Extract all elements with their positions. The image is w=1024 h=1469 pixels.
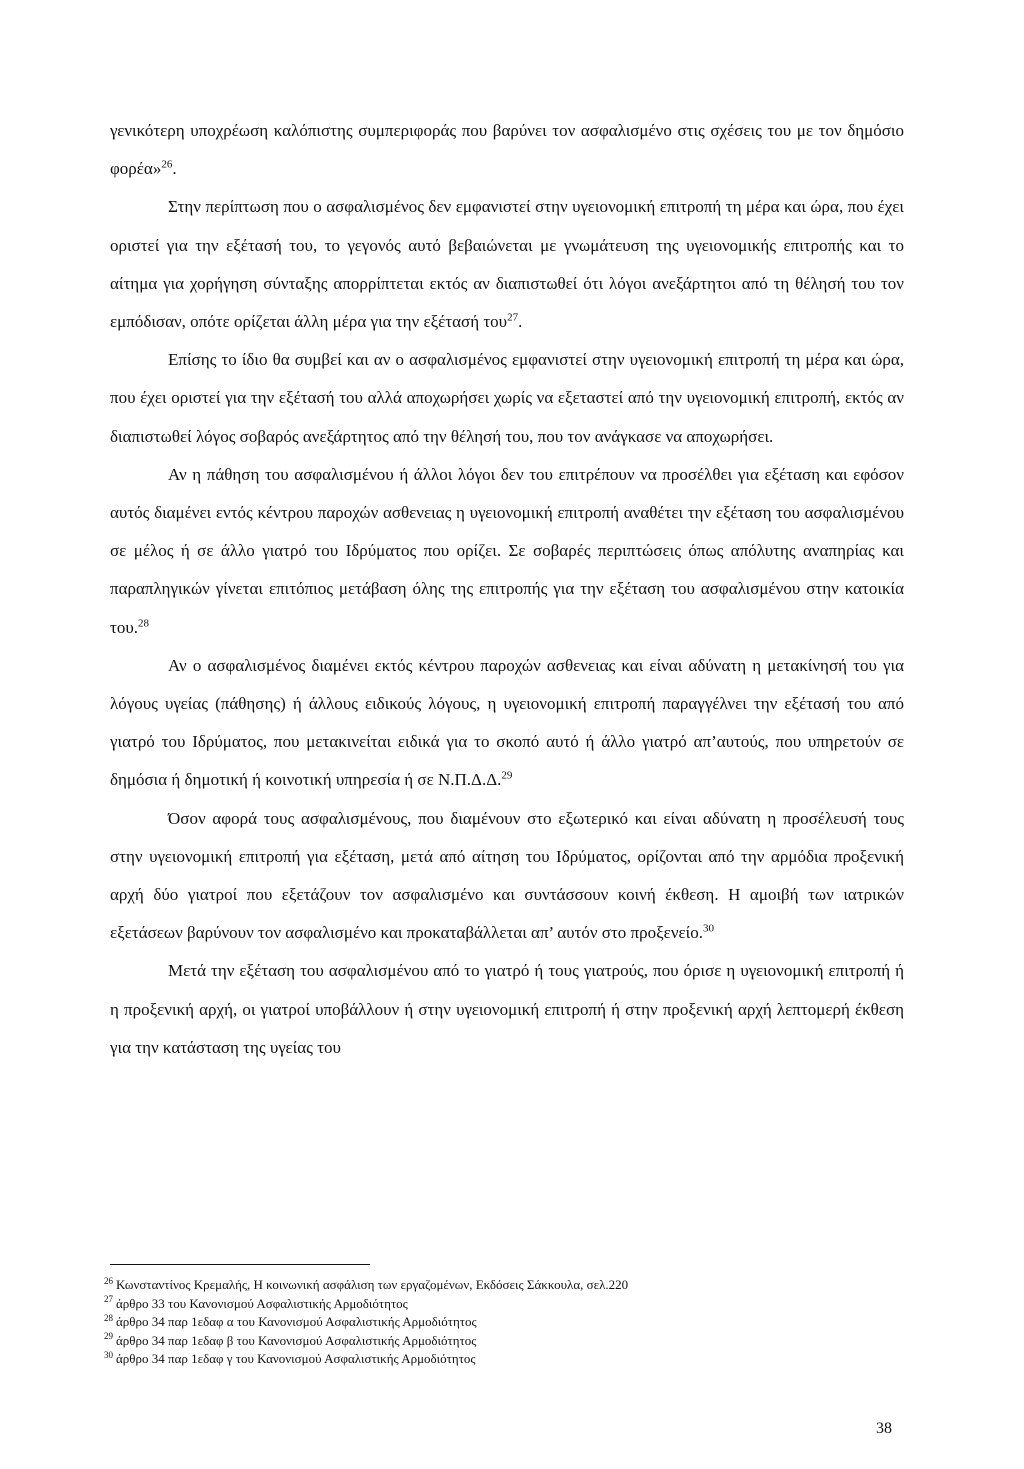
paragraph-tail: . xyxy=(172,159,177,179)
paragraph-1 xyxy=(110,112,904,188)
footnote-item xyxy=(104,1295,904,1314)
footnote-text: άρθρο 34 παρ 1εδαφ β του Κανονισμού Ασφαλιστικής Αρμοδιότητος xyxy=(116,1332,477,1348)
footnote-number: 30 xyxy=(104,1350,113,1361)
footnote-reference: 27 xyxy=(507,311,519,324)
paragraph-tail: . xyxy=(518,312,523,332)
footnote-item xyxy=(104,1313,904,1332)
paragraph-5 xyxy=(110,647,904,800)
paragraph-text: Όσον αφορά τους ασφαλισμένους, που διαμένουν στο εξωτερικό και είναι αδύνατη η προσέλευσή τους στην υγειονομική επιτροπή για εξέταση, μετά από αίτηση του Ιδρύματος, ορίζονται από την αρμόδια προξενική αρχή δύο γιατροί που εξετάζουν τον ασφαλισμένο και συντάσσουν κοινή έκθεση. Η αμοιβή των ιατρικών εξετάσεων βαρύνουν τον ασφαλισμένο και προκαταβάλλεται απ’ αυτόν στο προξενείο. xyxy=(110,808,904,943)
footnote-reference: 28 xyxy=(138,616,149,629)
footnote-item xyxy=(104,1276,904,1295)
paragraph-4 xyxy=(110,456,904,647)
paragraph-text: Επίσης το ίδιο θα συμβεί και αν ο ασφαλισμένος εμφανιστεί στην υγειονομική επιτροπή τη μέρα και ώρα, που έχει οριστεί για την εξέτασή του αλλά αποχωρήσει χωρίς να εξεταστεί από την υγειονομική επιτροπή, εκτός αν διαπιστωθεί λόγος σοβαρός ανεξάρτητος από την θέλησή του, που τον ανάγκασε να αποχωρήσει. xyxy=(110,350,904,446)
footnote-reference: 26 xyxy=(161,158,173,171)
footnote-text: άρθρο 34 παρ 1εδαφ γ του Κανονισμού Ασφαλιστικής Αρμοδιότητος xyxy=(116,1351,476,1367)
footnote-number: 29 xyxy=(104,1331,113,1342)
footnote-item xyxy=(104,1350,904,1369)
footnotes-list xyxy=(104,1276,904,1369)
footnote-text: άρθρο 33 του Κανονισμού Ασφαλιστικής Αρμοδιότητος xyxy=(116,1295,408,1311)
footnote-number: 28 xyxy=(104,1312,113,1323)
footnote-text: άρθρο 34 παρ 1εδαφ α του Κανονισμού Ασφαλιστικής Αρμοδιότητος xyxy=(116,1314,477,1330)
paragraph-2 xyxy=(110,188,904,341)
document-body xyxy=(110,112,904,1067)
paragraph-6 xyxy=(110,800,904,953)
paragraph-3 xyxy=(110,341,904,456)
paragraph-text: γενικότερη υποχρέωση καλόπιστης συμπεριφοράς που βαρύνει τον ασφαλισμένο στις σχέσεις του με τον δημόσιο φορέα» xyxy=(110,121,904,179)
footnote-number: 26 xyxy=(104,1275,113,1286)
footnote-reference: 29 xyxy=(501,769,513,782)
footnote-item xyxy=(104,1332,904,1351)
page-number: 38 xyxy=(876,1420,892,1437)
footnote-separator xyxy=(110,1264,370,1265)
paragraph-text: Αν ο ασφαλισμένος διαμένει εκτός κέντρου παροχών ασθενειας και είναι αδύνατη η μετακίνησή του για λόγους υγείας (πάθησης) ή άλλους ειδικούς λόγους, η υγειονομική επιτροπή παραγγέλνει την εξέτασή του από γιατρό του Ιδρύματος, που μετακινείται ειδικά για το σκοπό αυτό ή άλλο γιατρό απ’αυτούς, που υπηρετούν σε δημόσια ή δημοτική ή κοινοτική υπηρεσία ή σε Ν.Π.Δ.Δ. xyxy=(110,655,904,790)
paragraph-7 xyxy=(110,952,904,1067)
footnote-text: Κωνσταντίνος Κρεμαλής, Η κοινωνική ασφάλιση των εργαζομένων, Εκδόσεις Σάκκουλα, σελ.220 xyxy=(116,1277,629,1292)
paragraph-text: Αν η πάθηση του ασφαλισμένου ή άλλοι λόγοι δεν του επιτρέπουν να προσέλθει για εξέταση και εφόσον αυτός διαμένει εντός κέντρου παροχών ασθενειας η υγειονομική επιτροπή αναθέτει την εξέταση του ασφαλισμένου σε μέλος ή σε άλλο γιατρό του Ιδρύματος που ορίζει. Σε σοβαρές περιπτώσεις όπως απόλυτης αναπηρίας και παραπληγικών γίνεται επιτόπιος μετάβαση όλης της επιτροπής για την εξέταση του ασφαλισμένου στην κατοικία του. xyxy=(110,464,904,637)
footnote-number: 27 xyxy=(104,1294,113,1305)
paragraph-text: Μετά την εξέταση του ασφαλισμένου από το γιατρό ή τους γιατρούς, που όρισε η υγειονομική επιτροπή ή η προξενική αρχή, οι γιατροί υποβάλλουν ή στην υγειονομική επιτροπή ή στην προξενική αρχή λεπτομερή έκθεση για την κατάσταση της υγείας του xyxy=(110,961,904,1057)
footnote-reference: 30 xyxy=(702,922,714,935)
paragraph-text: Στην περίπτωση που ο ασφαλισμένος δεν εμφανιστεί στην υγειονομική επιτροπή τη μέρα και ώρα, που έχει οριστεί για την εξέτασή του, το γεγονός αυτό βεβαιώνεται με γνωμάτευση της υγειονομικής επιτροπής και το αίτημα για χορήγηση σύνταξης απορρίπτεται εκτός αν διαπιστωθεί ότι λόγοι ανεξάρτητοι από τη θέλησή του τον εμπόδισαν, οπότε ορίζεται άλλη μέρα για την εξέτασή του xyxy=(110,197,904,332)
